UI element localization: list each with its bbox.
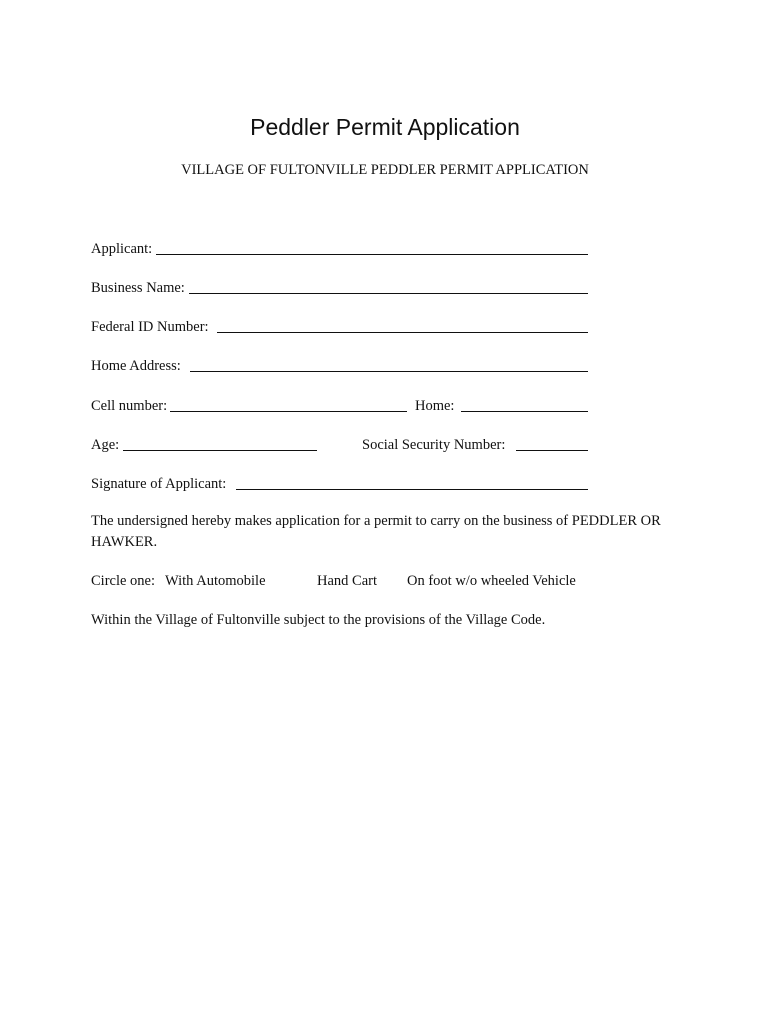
home-phone-label: Home:: [415, 398, 455, 414]
option-hand-cart[interactable]: Hand Cart: [317, 573, 377, 589]
option-with-automobile[interactable]: With Automobile: [165, 573, 266, 589]
cell-number-label: Cell number:: [91, 398, 168, 414]
statement-paragraph: The undersigned hereby makes application for a permit to carry on the business of PEDDLER OR HAWKER.: [91, 513, 661, 550]
home-address-field[interactable]: [190, 371, 588, 372]
applicant-field[interactable]: [156, 254, 588, 255]
home-phone-field[interactable]: [461, 411, 588, 412]
age-label: Age:: [91, 437, 120, 453]
option-on-foot[interactable]: On foot w/o wheeled Vehicle: [407, 573, 576, 589]
signature-label: Signature of Applicant:: [91, 476, 227, 492]
age-field[interactable]: [123, 450, 317, 451]
circle-one-label: Circle one:: [91, 573, 156, 589]
document-title: Peddler Permit Application: [250, 114, 520, 140]
ssn-field[interactable]: [516, 450, 588, 451]
federal-id-field[interactable]: [217, 332, 588, 333]
closing-text: Within the Village of Fultonville subject to the provisions of the Village Code.: [91, 612, 546, 628]
business-name-field[interactable]: [189, 293, 588, 294]
signature-field[interactable]: [236, 489, 588, 490]
applicant-label: Applicant:: [91, 241, 153, 257]
document-subtitle: VILLAGE OF FULTONVILLE PEDDLER PERMIT APPLICATION: [181, 162, 589, 178]
federal-id-label: Federal ID Number:: [91, 319, 209, 335]
home-address-label: Home Address:: [91, 358, 181, 374]
cell-number-field[interactable]: [170, 411, 407, 412]
business-name-label: Business Name:: [91, 280, 185, 296]
ssn-label: Social Security Number:: [362, 437, 506, 453]
